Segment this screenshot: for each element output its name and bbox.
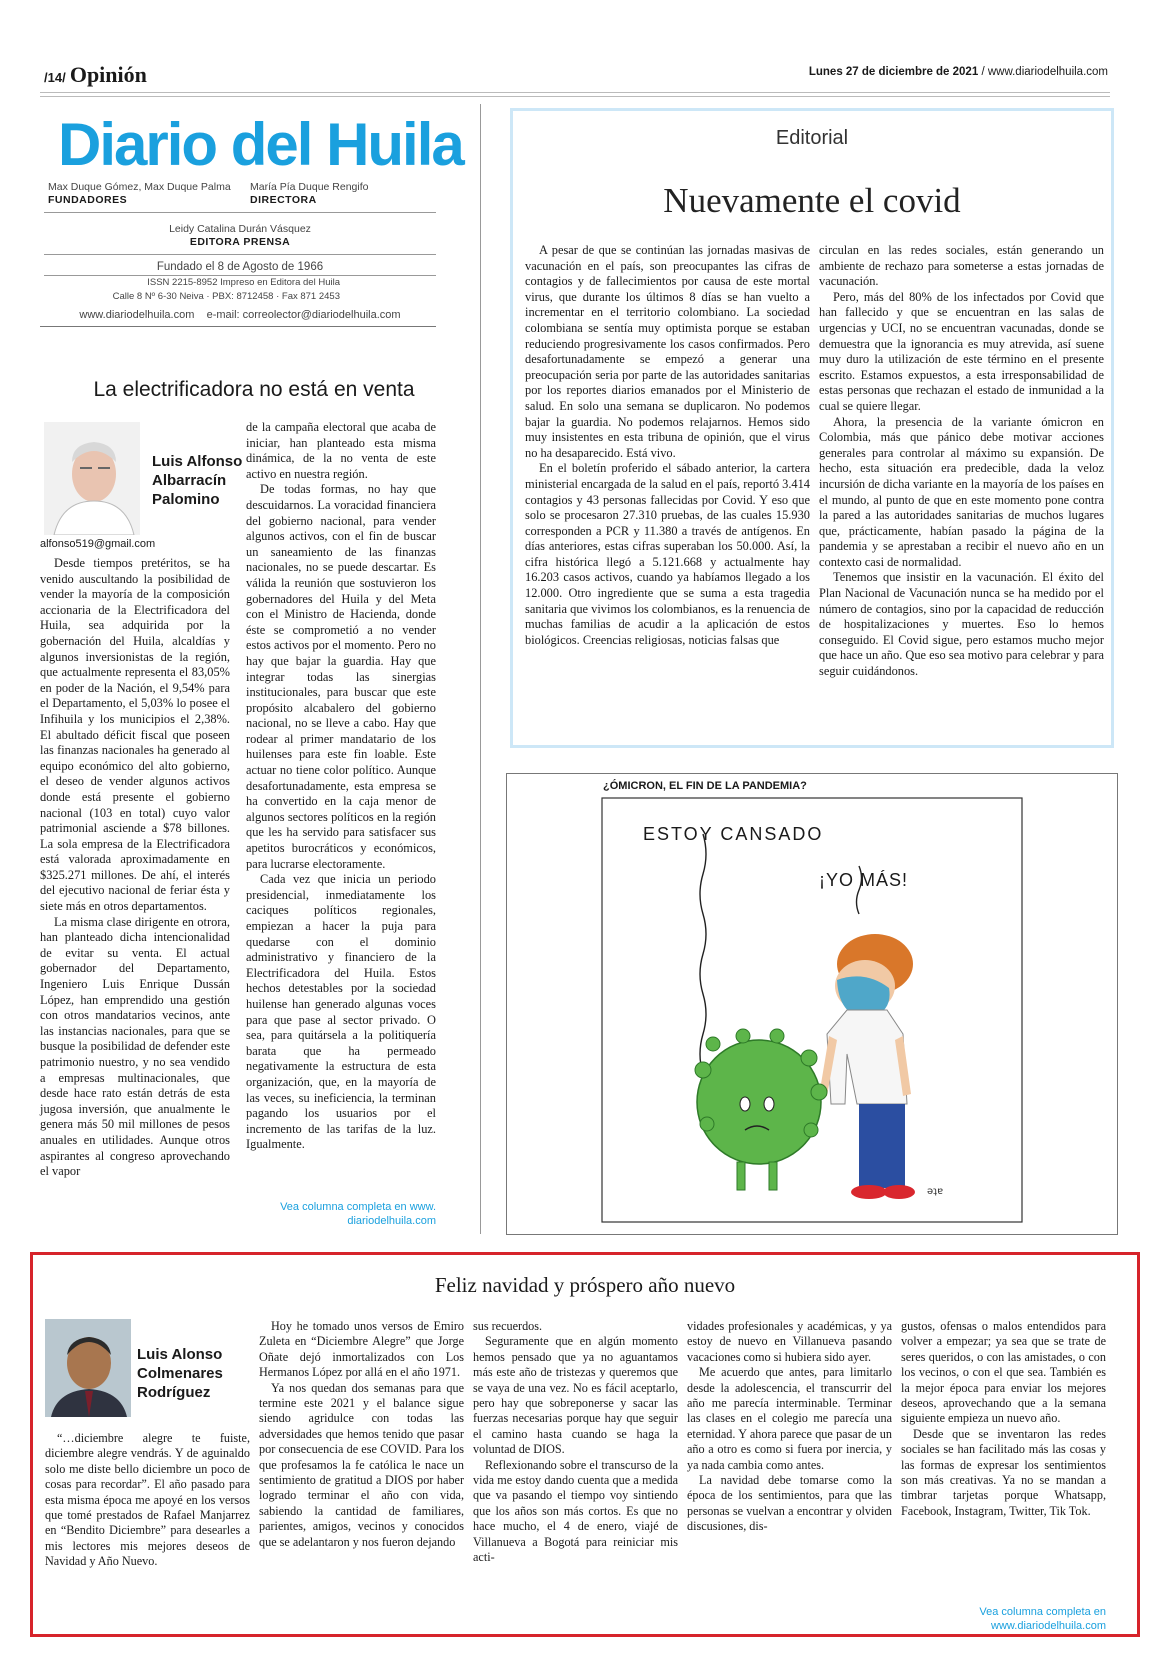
paragraph: La misma clase dirigente en otrora, han planteado dicha intencionalidad de evitar su venta. El actual gobernador del Departamento, Ingeniero Luis Enrique Dussán López, han emprendido una gestión con otros mandatarios vecinos, ante las instancias nacionales, para que se busque la posibilidad de defender este patrimonio nuestro, y no sea vendido a empresas multinacionales, que desde hace rato están detrás de esta jugosa inversión, que anualmente le genera más 50 mil millones de pesos anuales en utilidades. Aunque otros aspirantes al congreso aprovechando el vapor: [40, 914, 230, 1179]
column-box: [30, 1252, 1140, 1637]
paragraph: Tenemos que insistir en la vacunación. El éxito del Plan Nacional de Vacunación nunca se ha medido por el número de contagios, sino por la capacidad de reducción de hospitalizaciones y muertes. Eso lo hemos conseguido. El Covid sigue, pero estamos mucho mejor que hace un año. Que eso sea motivo para celebrar y para seguir cuidándonos.: [819, 570, 1104, 679]
founders-label: FUNDADORES: [48, 194, 128, 206]
director-name: María Pía Duque Rengifo: [250, 181, 369, 193]
page-number: /14/: [44, 70, 66, 85]
speech-squiggle-1: [700, 834, 706, 1074]
masthead-rule: [44, 212, 436, 213]
column-divider: [480, 104, 481, 1234]
editor-label: EDITORA PRENSA: [189, 236, 291, 248]
article-title: La electrificadora no está en venta: [93, 378, 415, 401]
article1-column-2: [246, 420, 436, 1153]
cartoon: [506, 773, 1118, 1235]
read-more-link[interactable]: [246, 1200, 436, 1228]
article-title: Feliz navidad y próspero año nuevo: [434, 1273, 736, 1297]
masthead: [44, 104, 464, 352]
header-rule: [40, 92, 1110, 97]
virus-figure: [695, 1029, 827, 1190]
paragraph: Desde tiempos pretéritos, se ha venido auscultando la posibilidad de vender la mayoría de la composición accionaria de la Electrificadora del Huila, sea adquirida por la gobernación del Huila, alcaldías y algunos inversionistas de la región, que actualmente representa el 83,05% en poder de la Nación, el 9,54% para el Departamento, el 5,03% lo posee el Infihuila y los municipios el 2,38%. El abultado déficit fiscal que poseen las finanzas nacionales ha generado al equipo económico del alto gobierno, el deseo de vender algunos activos donde está presente el gobierno nacional (103 en total) cuyo valor patrimonial asciende a $78 billones. La sola empresa de la Electrificadora está valorada aproximadamente en $325.271 millones. De ahí, el interés del ejecutivo nacional de feriar ésta y siete más en otros departamentos.: [40, 556, 230, 914]
paragraph: circulan en las redes sociales, están generando un ambiente de rechazo para someterse a estas jornadas de vacunación.: [819, 243, 1104, 289]
editorial-box: [510, 108, 1114, 748]
read-more-line-1: Vea columna completa en: [979, 1606, 1106, 1618]
boy-shoe-right: [883, 1185, 915, 1199]
boy-figure: [819, 934, 915, 1199]
editorial-label: Editorial: [775, 127, 849, 149]
paragraph: La navidad debe tomarse como la época de los sentimientos, para que las personas se vuelvan a encontrar y olviden discusiones, dis-: [687, 1473, 892, 1534]
read-more-line-2: www.diariodelhuila.com: [991, 1620, 1106, 1632]
newspaper-logo: Diario del Huila: [58, 111, 463, 178]
paragraph: “…diciembre alegre te fuiste, diciembre alegre vendrás. Y de aguinaldo solo me diste bello diciembre un poco de cosas para recordar”. El año pasado para esta misma época me apoyé en los versos que tomé prestados de Rafael Manjarrez en “Bendito Diciembre” para desearles a mis lectores mis mejores deseos de Navidad y Año Nuevo.: [45, 1431, 250, 1569]
author-email[interactable]: alfonso519@gmail.com: [40, 538, 156, 550]
editorial-title: Nuevamente el covid: [663, 181, 961, 220]
founders-names: Max Duque Gómez, Max Duque Palma: [48, 181, 231, 193]
cartoon-frame: [602, 798, 1022, 1222]
cartoon-caption: ¿ÓMICRON, EL FIN DE LA PANDEMIA?: [603, 780, 807, 792]
paragraph: de la campaña electoral que acaba de iniciar, han planteado esta misma dinámica, de la no venta de este activo en nuestra región.: [246, 420, 436, 481]
article2-column-4: [687, 1319, 892, 1535]
author-photo: [45, 1319, 131, 1417]
paragraph: Cada vez que inicia un periodo presidencial, inmediatamente los caciques políticos regionales, empiezan a hacer la puja para quedarse con el dominio administrativo y financiero de la Electrificadora del Huila. Estos hechos detestables por la sociedad huilense han generado algunas voces para que pase al sector privado. O sea, para quitársela a la politiquería barata que ha permeado negativamente la estructura de esta organización, que, en la mayoría de las veces, su ineficiencia, la terminan pagando los usuarios por el incremento de las tarifas de la luz. Igualmente.: [246, 872, 436, 1152]
author-name: Luis Alonso Colmenares Rodríguez: [137, 1346, 223, 1401]
article2-column-3: [473, 1319, 678, 1566]
page-header-right: [809, 66, 1108, 78]
cartoonist-signature: ǝʇɐ: [927, 1186, 944, 1197]
author-photo: [44, 422, 140, 535]
page-header-left: [44, 62, 147, 88]
author-photo-image: [44, 422, 140, 535]
article2-column-1: [45, 1431, 250, 1570]
paragraph: vidades profesionales y académicas, y ya estoy de nuevo en Villanueva pasando vacaciones como si hubiera sido ayer.: [687, 1319, 892, 1364]
address-line: Calle 8 Nº 6-30 Neiva · PBX: 8712458 · Fax 871 2453: [112, 291, 340, 302]
issue-date: Lunes 27 de diciembre de 2021: [808, 66, 979, 78]
editor-name: Leidy Catalina Durán Vásquez: [169, 223, 311, 235]
read-more-line-2: diariodelhuila.com: [347, 1215, 436, 1227]
issn-line: ISSN 2215-8952 Impreso en Editora del Huila: [147, 277, 340, 288]
paragraph: En el boletín proferido el sábado anterior, la cartera ministerial encargada de la salud en el país, reportó 3.414 contagios y 43 personas fallecidas por Covid. Y eso que solo se procesaron 27.310 pruebas, de las cuales 15.930 corresponden a PCR y 11.380 a través de antígenos. En días anteriores, estas cifras superaban los 50.000. Así, la cifra histórica llegó a 5.121.668 y actualmente hay 16.203 casos activos, cuando ya habíamos llegado a los 12.000. Otro ingrediente que se suma a esta tragedia sanitaria que vivimos los colombianos, es la renuencia de muchas familias de acudir a la aplicación de estos biológicos. Creencias religiosas, noticias falsas que: [525, 461, 811, 647]
editorial-column-1: [525, 243, 810, 648]
paragraph: Me acuerdo que antes, para limitarlo desde la adolescencia, el transcurrir del año me parecía interminable. Terminar las clases en el colegio me parecía una eternidad. Y ahora parece que pasar de un año a otro es como si fuera por inercia, y ya nada cambia como antes.: [687, 1365, 892, 1472]
boy-pants: [859, 1104, 905, 1188]
paragraph: Seguramente que en algún momento hemos pensado que ya no aguantamos más este año de tristezas y queremos que se vaya de una vez. No es fácil aceptarlo, pero hay que sobreponerse y sacar las fuerzas necesarias porque hay que seguir el camino hasta cuando se haga la voluntad de DIOS.: [473, 1334, 678, 1457]
masthead-bottom-rule: [40, 326, 436, 327]
editorial-column-2: [819, 243, 1104, 680]
founded-date: Fundado el 8 de Agosto de 1966: [156, 261, 324, 273]
boy-shirt: [827, 1010, 907, 1104]
paragraph: gustos, ofensas o malos entendidos para volver a empezar; ya sea que se trate de seres queridos, o con las amistades, o con los vecinos, o con el que sea. También es la mejor época para enviar los mejores deseos, aprovechando que a la semana siguiente empieza un nuevo año.: [901, 1319, 1106, 1426]
site-url: / www.diariodelhuila.com: [981, 66, 1108, 78]
section-title: Opinión: [69, 62, 147, 87]
speech-bubble-tired: ESTOY CANSADO: [643, 824, 824, 844]
read-more-line-1: Vea columna completa en www.: [280, 1201, 436, 1213]
read-more-link[interactable]: [901, 1605, 1106, 1633]
paragraph: De todas formas, no hay que descuidarnos. La voracidad financiera del gobierno nacional, para vender algunos activos, con el fin de buscar un saneamiento de las finanzas nacionales, no se puede descartar. Es válida la reunión que sostuvieron los gobernadores del Huila y del Meta con el Ministro de Hacienda, donde éste se comprometió a no vender estos activos por el momento. Pero no hay que bajar la guardia. Hay que integrar todas las sinergias institucionales, para buscar que este propósito alcabalero del gobierno nacional, no se lleve a cabo. Hay que rodear al primer mandatario de los huilenses para este fin loable. Este actuar no tiene color político. Aunque desafortunadamente, esta empresa se ha convertido en la caja menor de algunos sectores políticos en la región que les ha servido para satisfacer sus apetitos burocráticos y económicos, para lucrarse electoramente.: [246, 482, 436, 871]
paragraph: Reflexionando sobre el transcurso de la vida me estoy dando cuenta que a medida que va pasando el tiempo voy sintiendo que los años son más cortos. Es que no hace mucho, el 4 de enero, viajé de Villanueva a Bogotá para reiniciar mis acti-: [473, 1457, 678, 1565]
paragraph: Ahora, la presencia de la variante ómicron en Colombia, más que pánico debe motivar acciones generales para controlar al máximo su expansión. De hecho, esta situación era predecible, dada la veloz incursión de dicha variante en la mayoría de los países en el mundo, al punto de que en este momento pone contra la pared a las autoridades sanitarias de muchos lugares que, prácticamente, habían pasado la página de la pandemia y se aprestaban a recibir el nuevo año en un contexto casi de normalidad.: [819, 414, 1104, 569]
masthead-rule-2: [44, 254, 436, 255]
article1-column-1: [40, 556, 230, 1180]
paragraph: Desde que se inventaron las redes sociales se han facilitado más las cosas y las formas de expresar los sentimientos son más creativas. Ya no se mandan a timbrar tarjetas porque Whatsapp, Facebook, Instagram, Twitter, Tik Tok.: [901, 1426, 1106, 1518]
paragraph: A pesar de que se continúan las jornadas masivas de vacunación en el país, son preocupantes las cifras de contagios y de fallecimientos por causa de este mortal virus, que durante los últimos 8 días se han vuelto a incrementar en el territorio colombiano. La sociedad colombiana se sentía muy optimista porque se estaban reduciendo progresivamente los casos confirmados. Pero desafortunadamente se empezó a generar una preocupación seria por parte de las autoridades sanitarias por los reportes diarios emanados por el Ministerio de salud. En solo una semana se duplicaron. No podemos bajar la guardia. No podemos relajarnos. Hemos sido muy insistentes en esta tribuna de opinión, que el virus no ha desaparecido. Está vivo.: [525, 243, 810, 460]
boy-shoe-left: [851, 1185, 887, 1199]
author-name: Luis Alfonso Albarracín Palomino: [152, 453, 243, 508]
paragraph: Pero, más del 80% de los infectados por Covid que han fallecido y que se encuentran en las salas de urgencias y UCI, no se encuentran vacunadas, donde se demuestra que la ignorancia es muy atrevida, así suene muy duro la utilización de este término en el presente escrito. Estamos expuestos, a esta irresponsabilidad de estas personas que rechazan el estado de inmunidad a la cual se quiere llegar.: [819, 289, 1104, 413]
article2-column-2: [259, 1319, 464, 1550]
speech-bubble-me-more: ¡YO MÁS!: [819, 870, 909, 890]
director-label: DIRECTORA: [250, 194, 317, 206]
paragraph: sus recuerdos.: [473, 1319, 543, 1333]
paragraph: Hoy he tomado unos versos de Emiro Zuleta en “Diciembre Alegre” que Jorge Oñate dejó inmortalizados con Los Hermanos López por allá en el año 1971.: [259, 1319, 464, 1380]
article2-column-5: [901, 1319, 1106, 1519]
contact-line: www.diariodelhuila.com e-mail: correolector@diariodelhuila.com: [79, 309, 401, 321]
author-photo-image: [45, 1319, 131, 1417]
paragraph: Ya nos quedan dos semanas para que termine este 2021 y el balance sigue siendo agridulce con todas las adversidades que hemos tenido que pasar por consecuencia de ese COVID. Para los que profesamos la fe católica le nace un sentimiento de gratitud a DIOS por haber logrado terminar el año con vida, sabiendo la cantidad de familiares, parientes, amigos, vecinos y conocidos que se adelantaron y nos fueron dejando: [259, 1380, 464, 1549]
